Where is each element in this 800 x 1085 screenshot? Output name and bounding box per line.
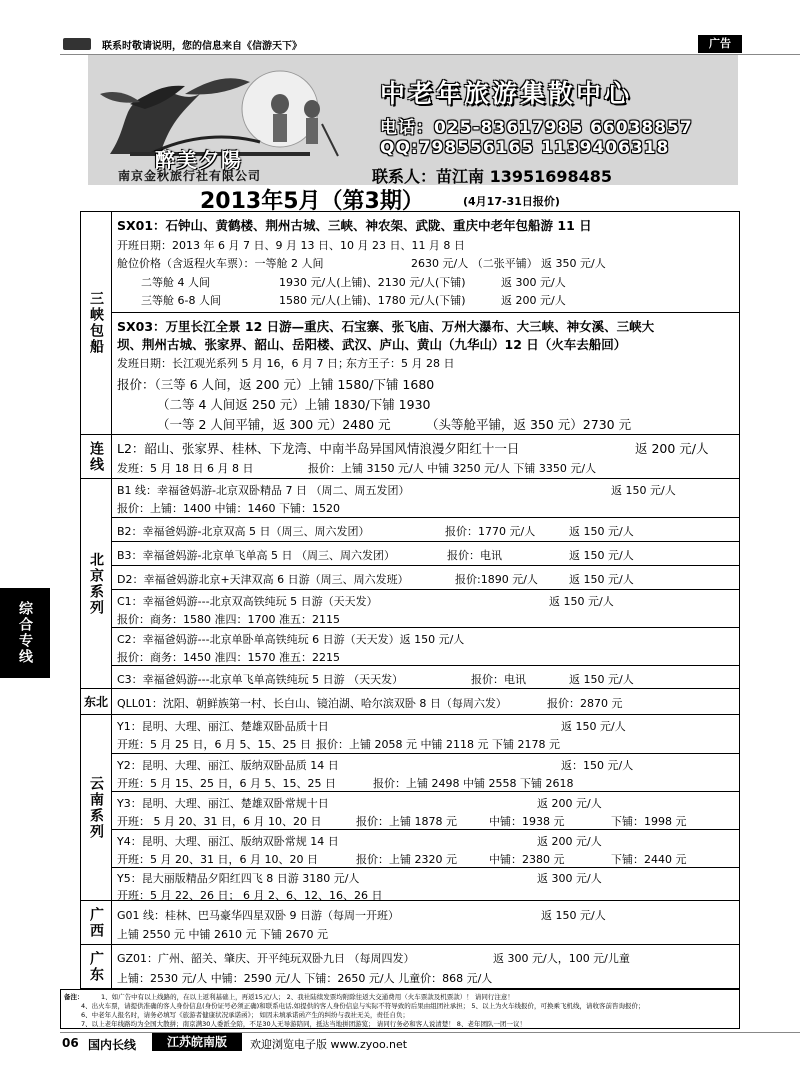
- section-label: 云南系列: [81, 715, 112, 900]
- route-c3: [111, 665, 739, 689]
- rebate: 返 150 元/人: [549, 595, 614, 608]
- price-line: 上铺：2530 元/人 中铺：2590 元/人 下铺：2650 元/人 儿童价：868 元/人: [117, 972, 493, 985]
- rebate: 返 150 元/人: [561, 720, 626, 733]
- route-title: C2：幸福爸妈游---北京单卧单高铁纯玩 6 日游（天天发）返 150 元/人: [117, 633, 465, 646]
- route-dates: 开班：5 月 25 日，6 月 5、15、25 日: [117, 738, 311, 751]
- route-dates: 东方王子：5 月 28 日: [346, 357, 455, 370]
- price-line: 报价：上铺 1878 元: [356, 815, 457, 828]
- route-y4: [111, 829, 739, 867]
- route-title: Y5：昆大丽版精品夕阳红四飞 8 日游 3180 元/人: [117, 872, 360, 885]
- price-value: 2630 元/人 （二张平铺）: [411, 257, 538, 270]
- price-line: 报价:1890 元/人: [455, 573, 538, 586]
- route-dates: 开班：5 月 22、26 日； 6 月 2、6、12、16、26 日: [117, 889, 383, 902]
- section-name: 国内长线: [88, 1038, 137, 1052]
- section-sanxia: [81, 212, 739, 434]
- route-title: SX03：万里长江全景 12 日游—重庆、石宝寨、张飞庙、万州大瀑布、大三峡、神女溪、三峡大: [117, 319, 655, 334]
- rebate: 返 150 元/人: [569, 525, 634, 538]
- route-dates: 开班： 5 月 20、31 日，6 月 10、20 日: [117, 815, 322, 828]
- price-line: 报价：商务：1580 准四：1700 准五：2115: [117, 613, 340, 626]
- price-line: 报价：上铺 2320 元: [356, 853, 457, 866]
- section-label: 连线: [81, 435, 112, 478]
- section-label: 东北: [81, 689, 112, 714]
- route-c2: [111, 627, 739, 665]
- section-label: 广东: [81, 945, 112, 988]
- cabin-class: 三等舱 6-8 人间: [141, 294, 221, 307]
- price-line: 上铺 2550 元 中铺 2610 元 下铺 2670 元: [117, 928, 328, 941]
- note-line: 1、如广告中有以上线路的，在以上返利基础上，再返15元/人； 2、我社陆续发票均附除往返大交通费用（火车票款及机票款）！ 请同行注意！: [101, 993, 514, 1001]
- route-title: Y1：昆明、大理、丽江、楚雄双卧品质十日: [117, 720, 329, 733]
- route-title: B2：幸福爸妈游-北京双高 5 日（周三、周六发团）: [117, 525, 370, 538]
- issue-title: 2013年5月（第3期）: [200, 189, 424, 214]
- center-title: 中老年旅游集散中心: [380, 79, 633, 108]
- price-line: 报价：上铺：1400 中铺：1460 下铺：1520: [117, 502, 340, 515]
- notes-label: 备注：: [64, 993, 84, 1001]
- source-notice: 联系时敬请说明，您的信息来自《信游天下》: [102, 41, 302, 52]
- page-number: 06: [62, 1036, 79, 1050]
- route-sx03: [111, 312, 739, 434]
- price-line: 报价：电讯: [471, 673, 526, 686]
- price-line: 报价：电讯: [447, 549, 502, 562]
- route-title: SX01：石钟山、黄鹤楼、荆州古城、三峡、神农架、武陇、重庆中老年包船游 11 日: [117, 218, 592, 233]
- price-line: 下铺：2440 元: [611, 853, 687, 866]
- rebate: 返 200 元/人: [501, 294, 566, 307]
- note-line: 7、以上老年线路均为全国大散拼；南京满30人委派全陪，不足30人无导游陪同，抵达当地拼团游览； 请同行务必和客人说清楚！ 8、老年团队一团一议！: [81, 1020, 526, 1028]
- rebate: 返 200 元/人: [537, 835, 602, 848]
- notes-box: [60, 989, 740, 1029]
- rebate: 返 300 元/人，100 元/儿童: [493, 952, 630, 965]
- rebate: 返 150 元/人: [569, 549, 634, 562]
- price-line: 报价：商务：1450 准四：1570 准五：2215: [117, 651, 340, 664]
- route-title: GZ01：广州、韶关、肇庆、开平纯玩双卧九日 （每周四发）: [117, 952, 415, 965]
- contact-person: 联系人：苗江南 13951698485: [372, 167, 613, 186]
- price-line: （二等 4 人间返 250 元）上铺 1830/下铺 1930: [157, 397, 431, 412]
- section-label: 北京系列: [81, 479, 112, 688]
- route-sx01: [111, 212, 739, 312]
- rebate: 返 200 元/人: [635, 441, 709, 456]
- section-label: 三峡包船: [81, 212, 112, 434]
- route-dates: 发班日期：长江观光系列 5 月 16，6 月 7 日；: [117, 357, 349, 370]
- route-b3: [111, 541, 739, 565]
- route-title: D2：幸福爸妈游北京+天津双高 6 日游（周三、周六发班）: [117, 573, 409, 586]
- price-line: 报价：（三等 6 人间，返 200 元）上铺 1580/下铺 1680: [117, 377, 435, 392]
- rebate: 返 350 元/人: [541, 257, 606, 270]
- section-beijing: [81, 478, 739, 688]
- company-name: 南京金秋旅行社有限公司: [118, 169, 262, 183]
- section-guangdong: [81, 944, 739, 988]
- rebate: 返 300 元/人: [537, 872, 602, 885]
- side-tab: 综合专线: [0, 588, 50, 678]
- price-line: （一等 2 人间平铺，返 300 元）2480 元: [157, 417, 391, 432]
- brand-name: 醉美夕陽: [155, 148, 243, 172]
- ad-tag: 广告: [698, 35, 742, 53]
- route-title: Y3：昆明、大理、丽江、楚雄双卧常规十日: [117, 797, 329, 810]
- route-qll01: [111, 689, 739, 715]
- section-lianxian: [81, 434, 739, 478]
- price-line: 报价：2870 元: [547, 697, 623, 710]
- route-title: C1：幸福爸妈游---北京双高铁纯玩 5 日游（天天发）: [117, 595, 378, 608]
- rebate: 返：150 元/人: [561, 759, 634, 772]
- rebate: 返 150 元/人: [569, 673, 634, 686]
- rebate: 返 150 元/人: [569, 573, 634, 586]
- note-line: 6、中老年人报名时，请务必填写《旅游者健康状况承诺函》； 如因未填承诺函产生的纠纷与我社无关，责任自负；: [81, 1011, 409, 1019]
- publication-logo: [63, 38, 91, 50]
- section-dongbei: [81, 688, 739, 714]
- price-table: [80, 211, 740, 989]
- price-value: 1580 元/人(上铺)、1780 元/人(下铺): [279, 294, 466, 307]
- section-label: 广西: [81, 901, 112, 944]
- route-y3: [111, 791, 739, 829]
- route-gz01: [111, 945, 739, 989]
- price-line: （头等舱平铺，返 350 元）2730 元: [426, 417, 632, 432]
- price-head: 舱位价格（含返程火车票）：一等舱 2 人间: [117, 257, 324, 270]
- price-value: 1930 元/人(上铺)、2130 元/人(下铺): [279, 276, 466, 289]
- issue-subtitle: (4月17-31日报价): [463, 195, 560, 208]
- route-title: B1 线：幸福爸妈游-北京双卧精品 7 日 （周二、周五发团）: [117, 484, 410, 497]
- rebate: 返 150 元/人: [611, 484, 676, 497]
- route-c1: [111, 589, 739, 627]
- route-title: Y2：昆明、大理、丽江、版纳双卧品质 14 日: [117, 759, 339, 772]
- route-l2: [111, 435, 739, 479]
- route-d2: [111, 565, 739, 589]
- rebate: 返 200 元/人: [537, 797, 602, 810]
- route-y5: [111, 867, 739, 901]
- price-line: 下铺：1998 元: [611, 815, 687, 828]
- route-title: QLL01：沈阳、朝鲜族第一村、长白山、镜泊湖、哈尔滨双卧 8 日（每周六发）: [117, 697, 507, 710]
- route-y2: [111, 753, 739, 791]
- footer-website[interactable]: 欢迎浏览电子版 www.zyoo.net: [250, 1038, 408, 1051]
- price-line: 中铺：2380 元: [489, 853, 565, 866]
- route-title: G01 线：桂林、巴马豪华四星双卧 9 日游（每周一开班）: [117, 909, 400, 922]
- route-y1: [111, 715, 739, 753]
- price-line: 报价：上铺 2058 元 中铺 2118 元 下铺 2178 元: [316, 738, 560, 751]
- route-dates: 发班：5 月 18 日 6 月 8 日: [117, 462, 254, 475]
- section-guangxi: [81, 900, 739, 944]
- route-dates: 开班日期：2013 年 6 月 7 日、9 月 13 日、10 月 23 日、11 月 8 日: [117, 239, 465, 252]
- route-title: C3：幸福爸妈游---北京单飞单高铁纯玩 5 日游 （天天发）: [117, 673, 404, 686]
- price-line: 报价：上铺 2498 中铺 2558 下铺 2618: [373, 777, 574, 790]
- edition-label: 江苏皖南版: [152, 1033, 242, 1051]
- route-title: B3：幸福爸妈游-北京单飞单高 5 日 （周三、周六发团）: [117, 549, 396, 562]
- route-title-cont: 坝、荆州古城、张家界、韶山、岳阳楼、武汉、庐山、黄山（九华山）12 日（火车去船回）: [117, 337, 627, 352]
- rebate: 返 150 元/人: [541, 909, 606, 922]
- price-line: 报价：上铺 3150 元/人 中铺 3250 元/人 下铺 3350 元/人: [308, 462, 597, 475]
- route-title: L2：韶山、张家界、桂林、下龙湾、中南半岛异国风情浪漫夕阳红十一日: [117, 441, 520, 456]
- phone-numbers: 电话：025-83617985 66038857: [380, 118, 693, 138]
- route-b2: [111, 517, 739, 541]
- route-dates: 开班：5 月 20、31 日，6 月 10、20 日: [117, 853, 318, 866]
- cabin-class: 二等舱 4 人间: [141, 276, 210, 289]
- route-dates: 开班：5 月 15、25 日，6 月 5、15、25 日: [117, 777, 336, 790]
- note-line: 4、出火车票，请提供准确的客人身份信息(身份证号必须正确)和联系电话,如提供的客人身份信息与实际不符导致的后果由组团社承担； 5、以上为火车线报价，可换乘飞机线，请收客前咨询报价；: [81, 1002, 645, 1010]
- qq-numbers: QQ:798556165 1139406318: [380, 138, 670, 158]
- price-line: 中铺：1938 元: [489, 815, 565, 828]
- route-g01: [111, 901, 739, 945]
- section-yunnan: [81, 714, 739, 900]
- price-line: 报价：1770 元/人: [445, 525, 536, 538]
- route-title: Y4：昆明、大理、丽江、版纳双卧常规 14 日: [117, 835, 339, 848]
- route-b1: [111, 479, 739, 517]
- rebate: 返 300 元/人: [501, 276, 566, 289]
